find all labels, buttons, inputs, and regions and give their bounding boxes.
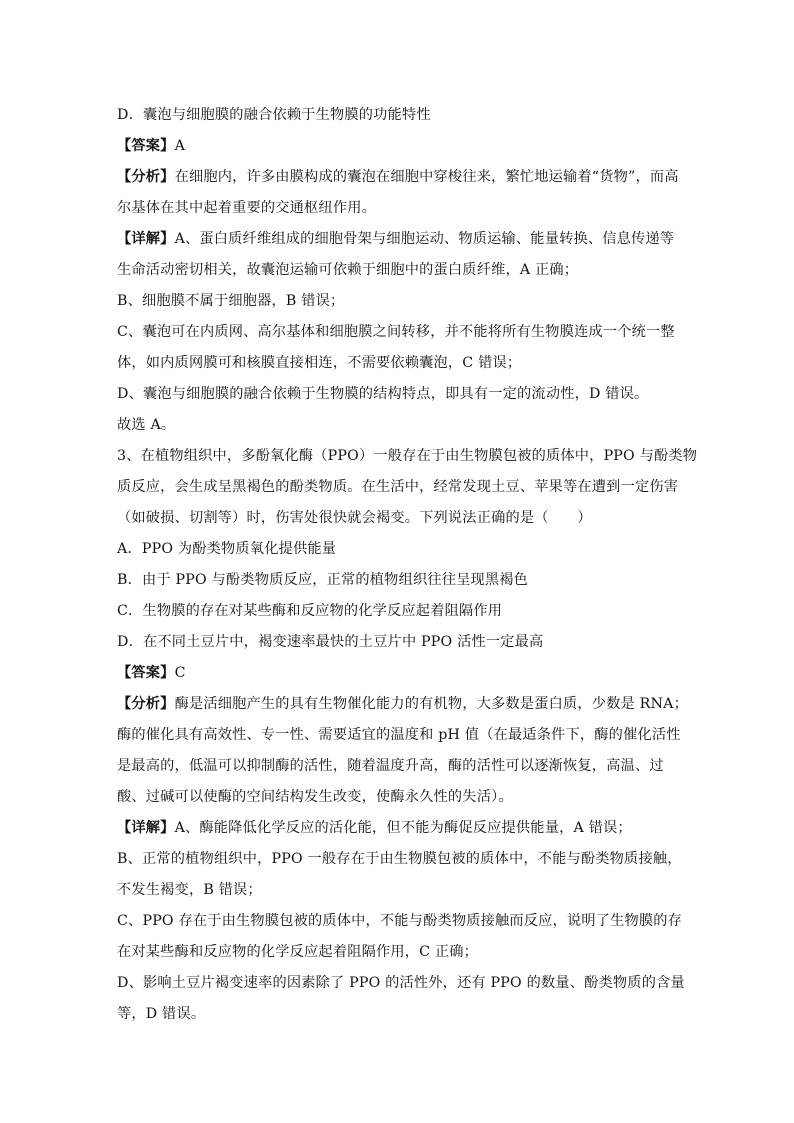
q3-detail-line-3: 不发生褐变，B 错误； — [117, 882, 262, 898]
q3-answer-tag: 【答案】 — [117, 665, 175, 681]
q3-option-b: B．由于 PPO 与酚类物质反应，正常的植物组织往往呈现黑褐色 — [117, 572, 529, 588]
q3-option-c: C．生物膜的存在对某些酶和反应物的化学反应起着阻隔作用 — [117, 603, 503, 619]
q2-detail-line-5: 体，如内质网膜可和核膜直接相连，不需要依赖囊泡，C 错误； — [117, 355, 522, 371]
q3-analysis-line-4: 酸、过碱可以使酶的空间结构发生改变，使酶永久性的失活）。 — [117, 789, 513, 805]
q2-detail-line-3: B、细胞膜不属于细胞器，B 错误； — [117, 293, 345, 309]
q3-stem-line-3: （如破损、切割等）时，伤害处很快就会褐变。下列说法正确的是（ ） — [117, 510, 592, 526]
q3-detail-text-1: A、酶能降低化学反应的活化能，但不能为酶促反应提供能量，A 错误； — [174, 820, 632, 836]
q2-analysis-line-1 — [117, 162, 685, 193]
q2-analysis-text-1: 在细胞内，许多由膜构成的囊泡在细胞中穿梭往来，繁忙地运输着“货物”，而高 — [174, 169, 679, 185]
q3-answer — [117, 658, 685, 689]
q2-analysis-line-2: 尔基体在其中起着重要的交通枢纽作用。 — [117, 200, 376, 216]
q3-option-d: D．在不同土豆片中，褐变速率最快的土豆片中 PPO 活性一定最高 — [117, 634, 544, 650]
q3-analysis-line-2: 酶的催化具有高效性、专一性、需要适宜的温度和 pH 值（在最适条件下，酶的催化活性 — [117, 727, 681, 743]
q3-option-a: A．PPO 为酚类物质氧化提供能量 — [117, 541, 337, 557]
q2-answer — [117, 131, 685, 162]
q3-analysis-line-3: 是最高的，低温可以抑制酶的活性，随着温度升高，酶的活性可以逐渐恢复，高温、过 — [117, 758, 664, 774]
q2-detail-tag: 【详解】 — [117, 231, 175, 247]
q2-detail-line-4: C、囊泡可在内质网、高尔基体和细胞膜之间转移，并不能将所有生物膜连成一个统一整 — [117, 324, 675, 340]
q2-conclusion: 故选 A。 — [117, 417, 176, 433]
q2-detail-line-6: D、囊泡与细胞膜的融合依赖于生物膜的结构特点，即具有一定的流动性，D 错误。 — [117, 386, 649, 402]
q2-detail-text-1: A、蛋白质纤维组成的细胞骨架与细胞运动、物质运输、能量转换、信息传递等 — [174, 231, 675, 247]
page-content — [117, 100, 698, 1030]
q3-detail-line-7: 等，D 错误。 — [117, 1006, 206, 1022]
q3-analysis-tag: 【分析】 — [117, 696, 175, 712]
q3-analysis-text-1: 酶是活细胞产生的具有生物催化能力的有机物，大多数是蛋白质，少数是 RNA； — [174, 696, 689, 712]
q2-analysis-tag: 【分析】 — [117, 169, 175, 185]
q3-answer-value: C — [174, 665, 186, 681]
q2-answer-tag: 【答案】 — [117, 138, 175, 154]
q3-detail-line-5: 在对某些酶和反应物的化学反应起着阻隔作用，C 正确； — [117, 944, 479, 960]
q3-stem-line-1: 3、在植物组织中，多酚氧化酶（PPO）一般存在于由生物膜包被的质体中，PPO 与酚类物 — [117, 448, 698, 464]
q2-detail-line-1 — [117, 224, 685, 255]
q3-detail-tag: 【详解】 — [117, 820, 175, 836]
q3-detail-line-1 — [117, 813, 685, 844]
q3-analysis-line-1 — [117, 689, 689, 720]
q2-detail-line-2: 生命活动密切相关，故囊泡运输可依赖于细胞中的蛋白质纤维，A 正确； — [117, 262, 579, 278]
q3-stem-line-2: 质反应，会生成呈黑褐色的酚类物质。在生活中，经常发现土豆、苹果等在遭到一定伤害 — [117, 479, 679, 495]
q3-detail-line-2: B、正常的植物组织中，PPO 一般存在于由生物膜包被的质体中，不能与酚类物质接触， — [117, 851, 682, 867]
q3-detail-line-4: C、PPO 存在于由生物膜包被的质体中，不能与酚类物质接触而反应，说明了生物膜的存 — [117, 913, 683, 929]
q2-answer-value: A — [174, 138, 186, 154]
q2-option-d: D．囊泡与细胞膜的融合依赖于生物膜的功能特性 — [117, 107, 431, 123]
q3-detail-line-6: D、影响土豆片褐变速率的因素除了 PPO 的活性外，还有 PPO 的数量、酚类物质的含量 — [117, 975, 685, 991]
